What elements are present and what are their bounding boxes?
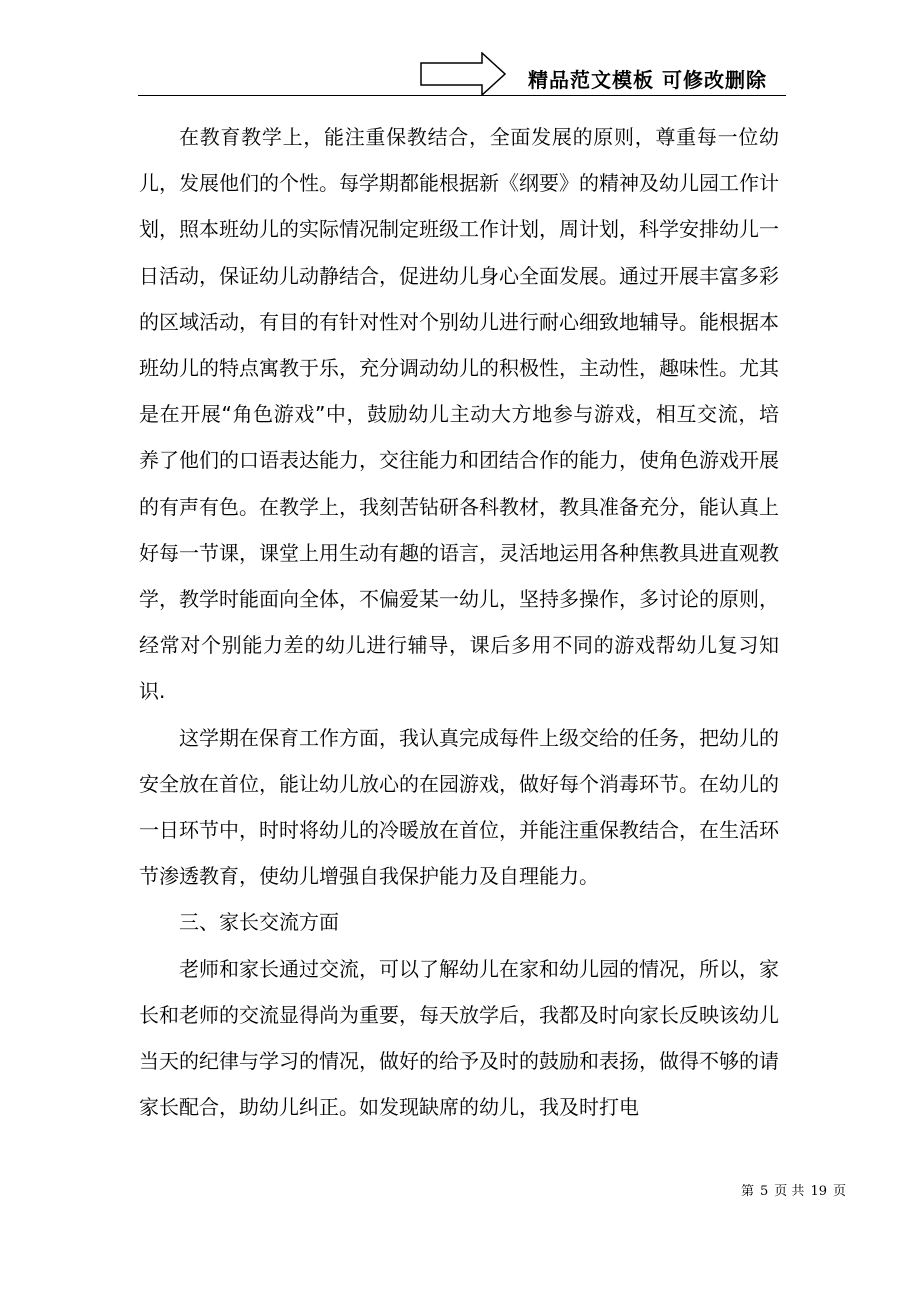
document-body	[139, 114, 779, 1130]
page-number-middle: 页 共	[774, 1184, 805, 1199]
page-footer	[738, 1180, 849, 1199]
section-heading-parent-communication: 三、家长交流方面	[179, 910, 339, 935]
paragraph-care-work: 这学期在保育工作方面，我认真完成每件上级交给的任务，把幼儿的安全放在首位，能让幼儿放心的在园游戏，做好每个消毒环节。在幼儿的一日环节中，时时将幼儿的冷暖放在首位，并能注重保教结合，在生活环节渗透教育，使幼儿增强自我保护能力及自理能力。	[139, 725, 779, 889]
paragraph-teaching: 在教育教学上，能注重保教结合，全面发展的原则，尊重每一位幼儿，发展他们的个性。每学期都能根据新《纲要》的精神及幼儿园工作计划，照本班幼儿的实际情况制定班级工作计划，周计划，科学安排幼儿一日活动，保证幼儿动静结合，促进幼儿身心全面发展。通过开展丰富多彩的区域活动，有目的有针对性对个别幼儿进行耐心细致地辅导。能根据本班幼儿的特点寓教于乐，充分调动幼儿的积极性，主动性，趣味性。尤其是在开展“角色游戏”中，鼓励幼儿主动大方地参与游戏，相互交流，培养了他们的口语表达能力，交往能力和团结合作的能力，使角色游戏开展的有声有色。在教学上，我刻苦钻研各科教材，教具准备充分，能认真上好每一节课，课堂上用生动有趣的语言，灵活地运用各种焦教具进直观教学，教学时能面向全体，不偏爱某一幼儿，坚持多操作，多讨论的原则，经常对个别能力差的幼儿进行辅导，课后多用不同的游戏帮幼儿复习知识.	[139, 125, 779, 704]
arrow-right-outline-icon	[420, 52, 506, 96]
header-title: 精品范文模板 可修改删除	[528, 68, 767, 92]
header-divider	[138, 95, 786, 96]
paragraph-parent-communication: 老师和家长通过交流，可以了解幼儿在家和幼儿园的情况，所以，家长和老师的交流显得尚为重要，每天放学后，我都及时向家长反映该幼儿当天的纪律与学习的情况，做好的给予及时的鼓励和表扬，做得不够的请家长配合，助幼儿纠正。如发现缺席的幼儿，我及时打电	[139, 956, 779, 1120]
page-number-total: 19	[810, 1184, 827, 1199]
page-number-prefix: 第	[741, 1184, 755, 1199]
page-number-suffix: 页	[832, 1184, 846, 1199]
page-number-current: 5	[760, 1184, 769, 1199]
